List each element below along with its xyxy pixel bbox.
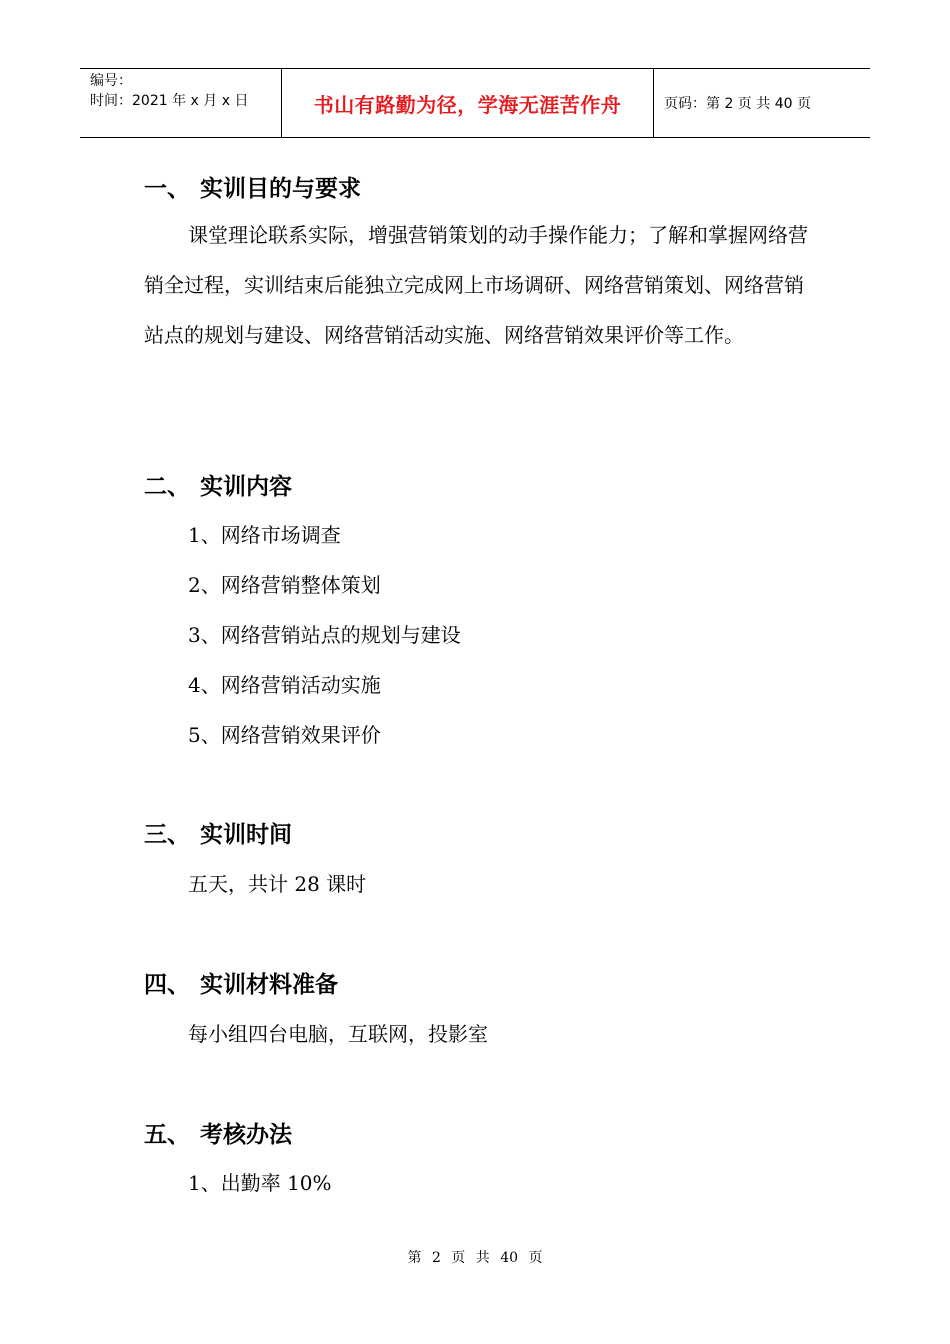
section-title: 实训材料准备 bbox=[200, 972, 338, 998]
section-title: 考核办法 bbox=[200, 1122, 292, 1148]
header-meta-cell bbox=[80, 69, 282, 137]
section-number: 四、 bbox=[144, 972, 190, 998]
list-item: 1、网络市场调查 bbox=[188, 523, 341, 547]
section-title: 实训内容 bbox=[200, 474, 292, 500]
section-number: 二、 bbox=[144, 474, 190, 500]
page-footer: 第 2 页 共 40 页 bbox=[407, 1250, 543, 1266]
list-item: 2、网络营销整体策划 bbox=[188, 573, 381, 597]
section-number: 三、 bbox=[144, 822, 190, 848]
section-text: 五天，共计 28 课时 bbox=[188, 872, 367, 896]
section-title: 实训时间 bbox=[200, 822, 292, 848]
header-motto-cell bbox=[282, 69, 654, 137]
header-page-info: 页码：第 2 页 共 40 页 bbox=[664, 96, 811, 112]
section-title: 实训目的与要求 bbox=[200, 176, 361, 202]
section-number: 五、 bbox=[144, 1122, 190, 1148]
header-page-cell bbox=[654, 69, 870, 137]
section-heading-1 bbox=[144, 170, 361, 203]
section-text: 每小组四台电脑，互联网，投影室 bbox=[188, 1022, 488, 1046]
list-item: 3、网络营销站点的规划与建设 bbox=[188, 623, 461, 647]
section-heading-4 bbox=[144, 966, 338, 999]
date-label: 时间：2021 年 x 月 x 日 bbox=[90, 93, 249, 109]
header-motto: 书山有路勤为径，学海无涯苦作舟 bbox=[313, 92, 622, 117]
document-header bbox=[80, 68, 870, 138]
list-item: 1、出勤率 10% bbox=[188, 1171, 332, 1195]
list-item: 4、网络营销活动实施 bbox=[188, 673, 381, 697]
list-item: 5、网络营销效果评价 bbox=[188, 723, 381, 747]
section-number: 一、 bbox=[144, 176, 190, 202]
section-heading-3 bbox=[144, 816, 292, 849]
section-heading-2 bbox=[144, 468, 292, 501]
number-label: 编号： bbox=[90, 73, 132, 89]
section-heading-5 bbox=[144, 1116, 292, 1149]
section-paragraph: 课堂理论联系实际，增强营销策划的动手操作能力；了解和掌握网络营销全过程，实训结束后能独立完成网上市场调研、网络营销策划、网络营销站点的规划与建设、网络营销活动实施、网络营销效果评价等工作。 bbox=[144, 223, 808, 347]
